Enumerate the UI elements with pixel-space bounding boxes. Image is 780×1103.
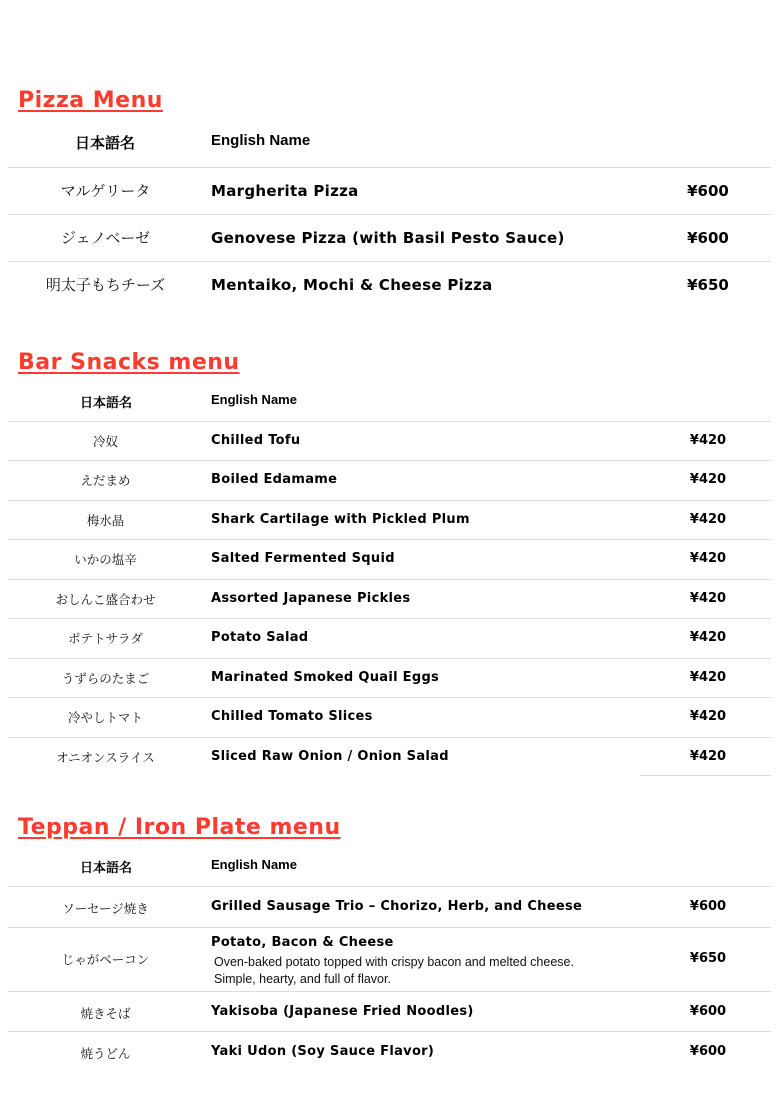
item-price: ¥600 xyxy=(689,1044,727,1059)
column-header-japanese: 日本語名 xyxy=(80,860,133,875)
menu-row xyxy=(8,421,771,461)
item-english-name: Yaki Udon (Soy Sauce Flavor) xyxy=(211,1044,435,1059)
item-english-name: Assorted Japanese Pickles xyxy=(211,591,411,606)
item-description-line: Simple, hearty, and full of flavor. xyxy=(214,972,391,986)
column-header-english: English Name xyxy=(211,392,297,407)
item-english-name: Potato, Bacon & Cheese xyxy=(211,935,394,950)
menu-row xyxy=(8,737,771,777)
section-title: Teppan / Iron Plate menu xyxy=(18,815,341,840)
item-price: ¥420 xyxy=(689,472,727,487)
item-price: ¥600 xyxy=(687,229,729,247)
item-price: ¥650 xyxy=(689,951,727,966)
item-english-name: Yakisoba (Japanese Fried Noodles) xyxy=(211,1004,474,1019)
item-japanese-name: じゃがベーコン xyxy=(61,952,150,967)
item-price: ¥650 xyxy=(687,276,729,294)
item-price: ¥600 xyxy=(687,182,729,200)
menu-row xyxy=(8,991,771,1032)
item-price: ¥420 xyxy=(689,749,727,764)
item-english-name: Marinated Smoked Quail Eggs xyxy=(211,670,440,685)
item-japanese-name: ソーセージ焼き xyxy=(62,901,149,916)
item-japanese-name: 梅水晶 xyxy=(86,513,125,528)
item-english-name: Chilled Tofu xyxy=(211,433,301,448)
item-price: ¥420 xyxy=(689,709,727,724)
item-description-line: Oven-baked potato topped with crispy bacon and melted cheese. xyxy=(214,955,574,969)
item-japanese-name: 焼きそば xyxy=(80,1006,131,1021)
menu-row xyxy=(8,460,771,500)
pizza-section xyxy=(0,88,780,308)
section-title: Pizza Menu xyxy=(18,88,163,113)
item-english-name: Grilled Sausage Trio – Chorizo, Herb, and Cheese xyxy=(211,899,583,914)
section-title: Bar Snacks menu xyxy=(18,350,240,375)
item-price: ¥420 xyxy=(689,433,727,448)
column-header-english: English Name xyxy=(211,132,311,149)
menu-row xyxy=(8,927,771,991)
menu-row xyxy=(8,539,771,579)
item-japanese-name: ジェノベーゼ xyxy=(60,229,151,247)
item-japanese-name: 冷やしトマト xyxy=(67,710,143,725)
item-english-name: Genovese Pizza (with Basil Pesto Sauce) xyxy=(211,229,565,247)
item-price: ¥420 xyxy=(689,670,727,685)
item-japanese-name: えだまめ xyxy=(80,473,131,488)
item-price: ¥600 xyxy=(689,1004,727,1019)
item-price: ¥420 xyxy=(689,591,727,606)
menu-row xyxy=(8,886,771,927)
item-japanese-name: うずらのたまご xyxy=(61,671,150,686)
item-price: ¥420 xyxy=(689,512,727,527)
item-english-name: Potato Salad xyxy=(211,630,309,645)
menu-row xyxy=(8,1031,771,1072)
item-english-name: Chilled Tomato Slices xyxy=(211,709,373,724)
row-divider xyxy=(640,775,771,776)
item-english-name: Salted Fermented Squid xyxy=(211,551,395,566)
item-english-name: Mentaiko, Mochi & Cheese Pizza xyxy=(211,276,493,294)
item-english-name: Margherita Pizza xyxy=(211,182,359,200)
item-japanese-name: 冷奴 xyxy=(92,434,118,449)
menu-row xyxy=(8,214,771,261)
item-japanese-name: オニオンスライス xyxy=(56,750,155,765)
item-price: ¥600 xyxy=(689,899,727,914)
column-header-japanese: 日本語名 xyxy=(75,135,136,152)
item-english-name: Boiled Edamame xyxy=(211,472,338,487)
menu-row xyxy=(8,697,771,737)
item-japanese-name: いかの塩辛 xyxy=(74,552,137,567)
menu-row xyxy=(8,658,771,698)
menu-row xyxy=(8,618,771,658)
item-japanese-name: 明太子もちチーズ xyxy=(45,276,166,294)
teppan-section xyxy=(0,815,780,1075)
column-header-japanese: 日本語名 xyxy=(80,395,133,410)
item-english-name: Shark Cartilage with Pickled Plum xyxy=(211,512,470,527)
item-japanese-name: ポテトサラダ xyxy=(68,631,143,646)
item-japanese-name: おしんこ盛合わせ xyxy=(55,592,156,607)
menu-row xyxy=(8,261,771,308)
menu-row xyxy=(8,167,771,214)
item-japanese-name: マルゲリータ xyxy=(60,182,151,200)
item-price: ¥420 xyxy=(689,630,727,645)
bar-snacks-section xyxy=(0,350,780,780)
menu-row xyxy=(8,500,771,540)
column-header-english: English Name xyxy=(211,857,297,872)
menu-row xyxy=(8,579,771,619)
item-japanese-name: 焼うどん xyxy=(80,1046,131,1061)
item-price: ¥420 xyxy=(689,551,727,566)
item-english-name: Sliced Raw Onion / Onion Salad xyxy=(211,749,449,764)
